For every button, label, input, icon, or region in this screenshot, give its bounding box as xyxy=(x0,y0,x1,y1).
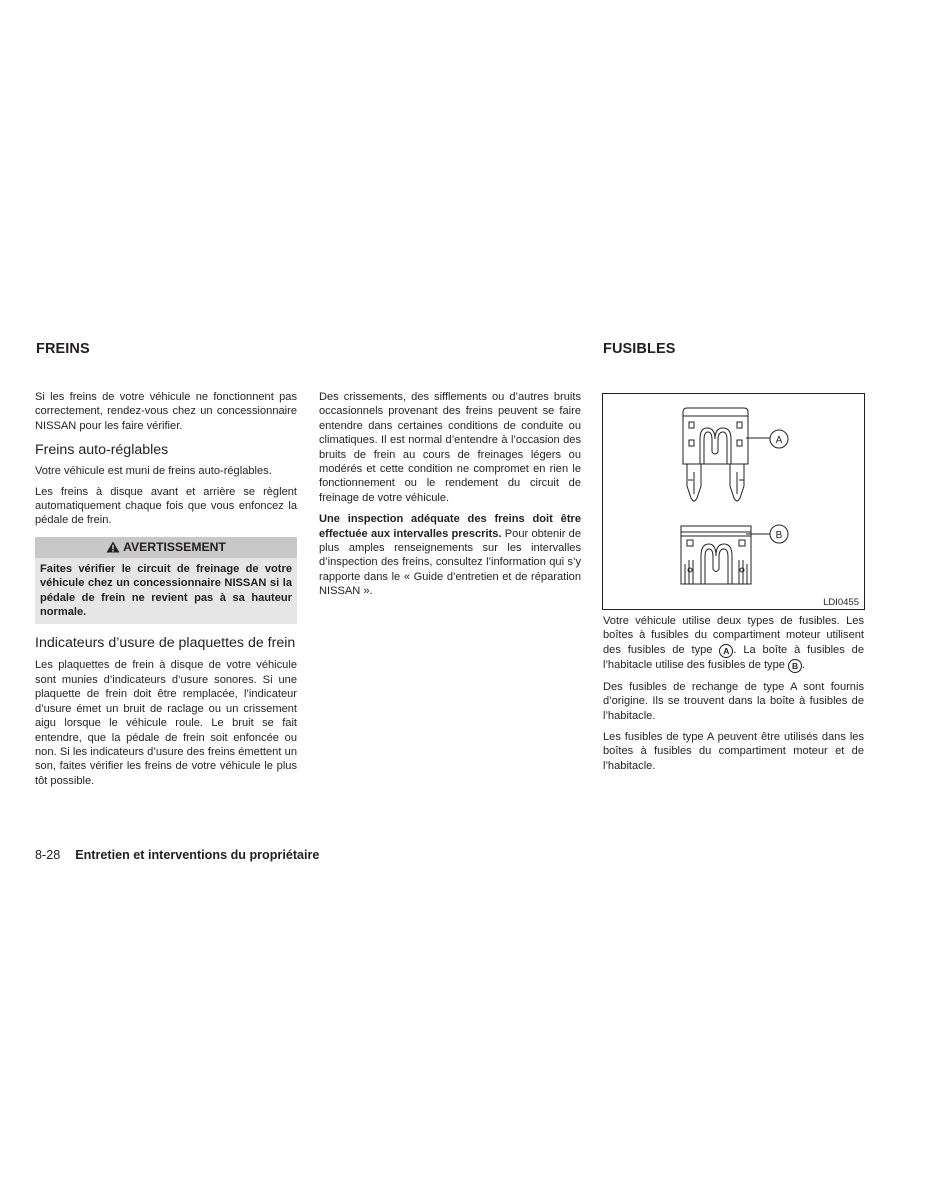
fusibles-p3: Les fusibles de type A peuvent être utilisés dans les boîtes à fusibles du compartiment moteur et de l’habitacle. xyxy=(603,731,864,772)
type-a-badge: A xyxy=(719,644,733,658)
column-1 xyxy=(35,390,297,788)
column-2 xyxy=(319,390,581,599)
page-footer xyxy=(35,848,319,862)
fusibles-p2: Des fusibles de rechange de type A sont fournis d’origine. Ils se trouvent dans la boîte à fusibles de l’habitacle. xyxy=(603,680,864,722)
subheading-indicateurs: Indicateurs d’usure de plaquettes de frein xyxy=(35,635,296,652)
fuse-diagram xyxy=(603,394,864,609)
warning-text: Faites vérifier le circuit de freinage de votre véhicule chez un concessionnaire NISSAN si la pédale de frein ne revient pas à sa hauteur normale. xyxy=(35,558,297,625)
figure-label-b: B xyxy=(775,530,783,541)
warning-title: AVERTISSEMENT xyxy=(123,540,226,555)
inspection-rest: Pour obtenir de plus amples renseignements sur les intervalles d’inspection des freins, consultez l’information qui s’y rapporte dans le « Guide d’entretien et de réparation NISSAN ». xyxy=(319,527,581,598)
inspection-bold: Une inspection adéquate des freins doit être effectuée aux intervalles prescrits. xyxy=(319,513,581,540)
column-3 xyxy=(603,614,864,773)
fusibles-p1-part3: . xyxy=(802,658,806,671)
figure-code: LDI0455 xyxy=(823,597,859,608)
warning-header xyxy=(35,537,297,558)
fuse-figure xyxy=(602,393,865,610)
auto-reglables-p1: Votre véhicule est muni de freins auto-réglables. xyxy=(35,465,272,478)
fusibles-p1 xyxy=(603,614,864,673)
footer-section-title: Entretien et interventions du propriétaire xyxy=(75,848,320,862)
freins-heading: FREINS xyxy=(36,341,90,357)
subheading-auto-reglables: Freins auto-réglables xyxy=(35,442,169,459)
figure-label-a: A xyxy=(775,435,783,446)
type-b-badge: B xyxy=(788,659,802,673)
inspection-paragraph xyxy=(319,512,581,598)
warning-box xyxy=(35,537,297,625)
indicateurs-p1: Les plaquettes de frein à disque de votre véhicule sont munies d’indicateurs d’usure sonores. Si une plaquette de frein doit être remplacée, l’indicateur d’usure émet un bruit de raclage ou un crissement aigu lorsque le véhicule roule. Le bruit se fait entendre, que la pédale de frein soit enfoncée ou non. Si les indicateurs d’usure des freins émettent un son, faites vérifier les freins de votre véhicule le plus tôt possible. xyxy=(35,659,297,787)
auto-reglables-p2: Les freins à disque avant et arrière se règlent automatiquement chaque fois que vous enfoncez la pédale de frein. xyxy=(35,485,297,527)
page-number: 8-28 xyxy=(35,848,61,862)
fusibles-p1-part1: Votre véhicule utilise deux types de fusibles. Les boîtes à fusibles du compartiment moteur utilisent des fusibles de type xyxy=(603,615,864,656)
fusibles-p1-part2: . La boîte à fusibles de l’habitacle utilise des fusibles de type xyxy=(603,643,865,671)
warning-icon xyxy=(106,541,120,553)
fusibles-heading: FUSIBLES xyxy=(603,341,676,357)
crissements-paragraph: Des crissements, des sifflements ou d’autres bruits occasionnels provenant des freins peuvent se faire entendre dans certaines conditions de conduite ou climatiques. Il est normal d’entendre à l’occasion des bruits de frein au cours de freinages légers ou modérés et cette condition ne compromet en rien le fonctionnement ou le rendement du circuit de freinage de votre véhicule. xyxy=(319,391,581,504)
freins-intro: Si les freins de votre véhicule ne fonctionnent pas correctement, rendez-vous chez un concessionnaire NISSAN pour les faire vérifier. xyxy=(35,391,297,432)
